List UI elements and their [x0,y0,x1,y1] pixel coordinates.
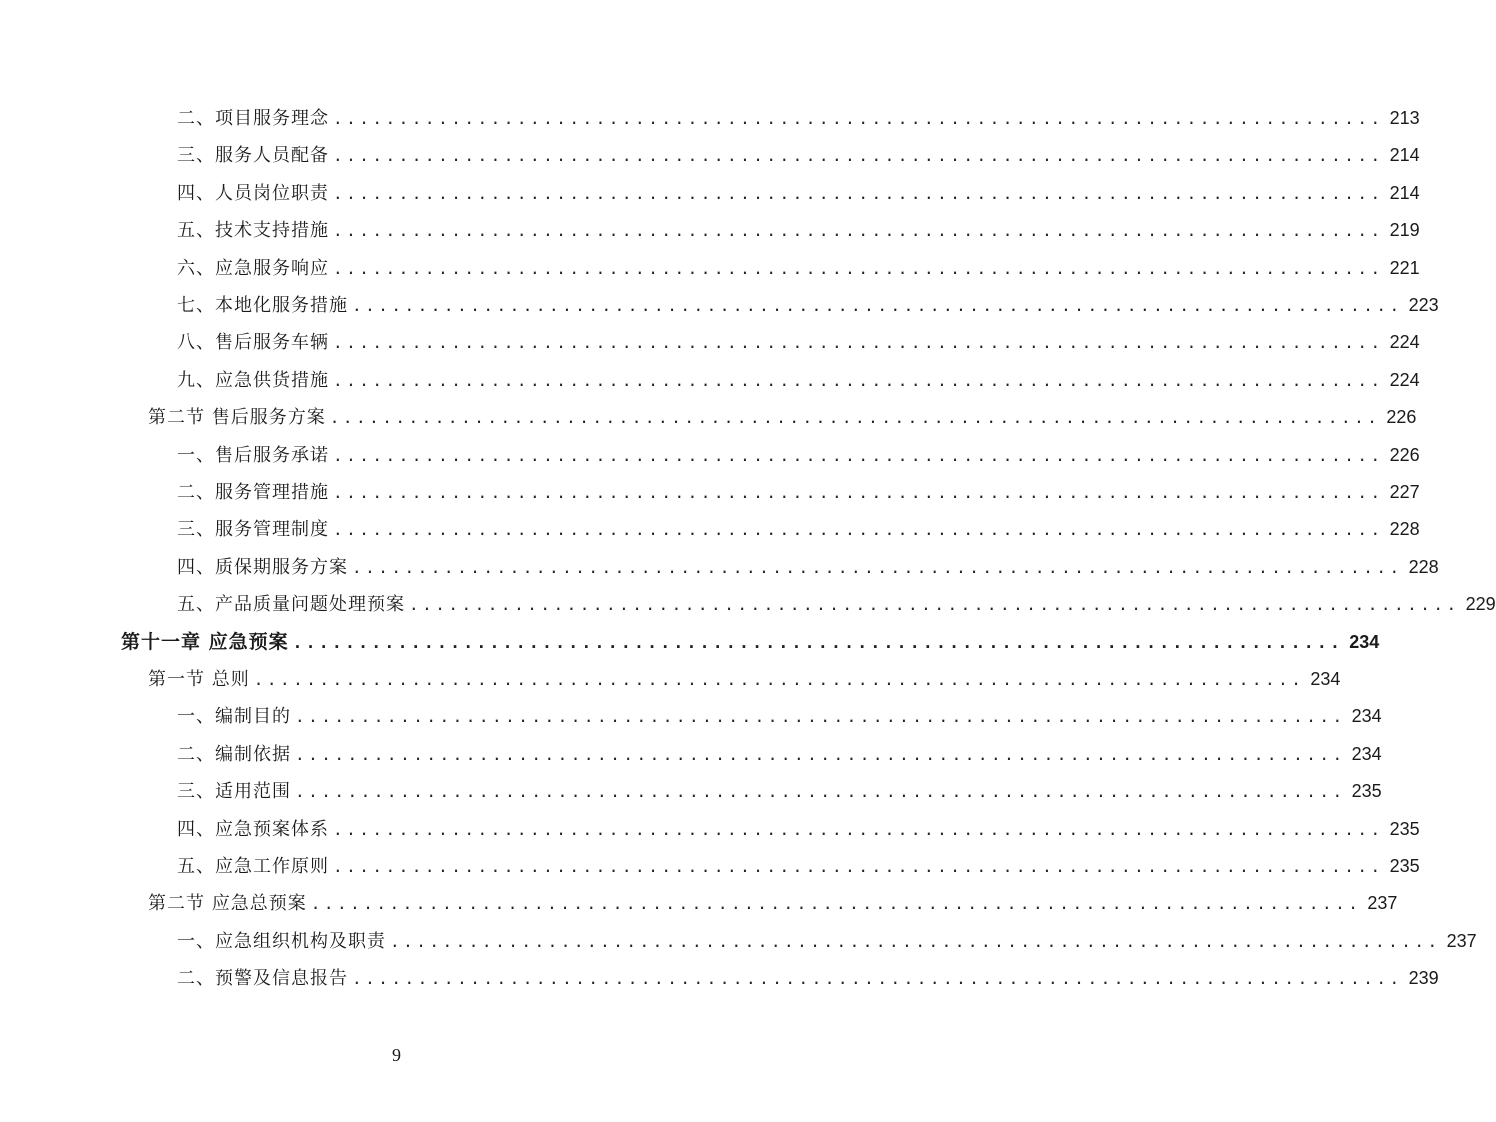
toc-section-entry[interactable] [148,399,1417,436]
toc-entry-page: 237 [1367,893,1398,914]
toc-entry[interactable] [177,437,1420,474]
toc-entry-page: 214 [1389,182,1420,203]
toc-entry-page: 221 [1389,257,1420,278]
toc-entry-label: 四、人员岗位职责 [177,182,329,204]
toc-dot-leader: ................................................................................ [390,931,1441,951]
toc-entry-label: 第二节 售后服务方案 [148,407,326,429]
toc-entry-label: 二、编制依据 [177,743,291,765]
toc-entry[interactable] [177,736,1382,773]
toc-entry[interactable] [177,511,1420,548]
toc-entry-page: 239 [1408,968,1439,989]
toc-entry-label: 二、预警及信息报告 [177,968,348,990]
toc-entry[interactable] [177,175,1420,212]
toc-entry-page: 227 [1389,482,1420,502]
toc-entry-label: 四、应急预案体系 [177,818,329,840]
toc-entry[interactable] [177,848,1420,885]
toc-entry-label: 三、适用范围 [177,781,291,803]
toc-dot-leader: ................................................................................ [253,670,1305,689]
toc-entry[interactable] [177,549,1439,586]
toc-entry-page: 226 [1386,407,1417,428]
toc-dot-leader: ................................................................................ [329,408,1381,428]
toc-entry-label: 五、技术支持措施 [177,220,329,242]
toc-entry-label: 二、项目服务理念 [177,108,329,129]
toc-entry-label: 第十一章 应急预案 [121,630,289,653]
toc-entry[interactable] [177,212,1420,249]
toc-entry[interactable] [177,287,1439,324]
toc-entry[interactable] [177,474,1420,511]
toc-entry[interactable] [177,250,1420,287]
toc-dot-leader: ................................................................................ [333,445,1384,465]
toc-dot-leader: ................................................................................ [295,744,1346,764]
toc-dot-leader: ................................................................................ [333,819,1384,839]
toc-entry-page: 228 [1408,556,1439,577]
toc-entry-label: 九、应急供货措施 [177,369,329,391]
toc-entry[interactable] [177,100,1420,137]
toc-dot-leader: ................................................................................ [310,894,1362,914]
toc-entry-label: 一、编制目的 [177,706,291,728]
toc-entry-page: 223 [1408,295,1439,315]
toc-section-entry[interactable] [148,885,1398,922]
toc-entry-label: 三、服务人员配备 [177,145,329,167]
toc-entry[interactable] [177,923,1477,960]
toc-entry-page: 213 [1389,108,1420,128]
toc-entry-page: 224 [1389,332,1420,353]
toc-entry-label: 一、售后服务承诺 [177,444,329,466]
toc-entry-label: 七、本地化服务措施 [177,295,348,316]
toc-entry-label: 五、应急工作原则 [177,856,329,877]
toc-entry-page: 224 [1389,369,1420,390]
toc-dot-leader: ................................................................................ [333,857,1384,876]
toc-entry-page: 234 [1351,706,1382,727]
toc-entry-label: 四、质保期服务方案 [177,556,348,578]
toc-dot-leader: ................................................................................ [333,333,1384,353]
toc-entry-page: 235 [1351,781,1382,802]
toc-dot-leader: ................................................................................ [295,707,1346,727]
toc-dot-leader: ................................................................................ [333,520,1384,540]
toc-entry-page: 219 [1389,220,1420,241]
toc-entry-page: 228 [1389,519,1420,540]
toc-dot-leader: ................................................................................ [333,146,1384,166]
toc-entry-page: 237 [1446,930,1477,951]
toc-dot-leader: ................................................................................ [333,483,1384,502]
toc-entry-label: 五、产品质量问题处理预案 [177,594,405,616]
toc-entry-page: 234 [1351,743,1382,764]
toc-entry-page: 229 [1465,594,1496,615]
toc-dot-leader: ................................................................................ [352,557,1403,577]
toc-entry-page: 235 [1389,818,1420,839]
toc-dot-leader: ................................................................................ [352,296,1403,315]
toc-entry-label: 八、售后服务车辆 [177,332,329,354]
toc-entry[interactable] [177,586,1496,623]
toc-entry-page: 226 [1389,444,1420,465]
toc-entry-label: 第二节 应急总预案 [148,893,307,915]
toc-entry-label: 三、服务管理制度 [177,519,329,541]
toc-entry[interactable] [177,773,1382,810]
toc-entry-label: 第一节 总则 [148,669,250,690]
toc-dot-leader: ................................................................................ [333,221,1384,241]
toc-chapter-entry[interactable] [121,624,1380,661]
toc-entry-label: 六、应急服务响应 [177,257,329,279]
toc-dot-leader: ................................................................................ [409,595,1460,615]
toc-entry[interactable] [177,324,1420,361]
toc-entry[interactable] [177,960,1439,997]
toc-dot-leader: ................................................................................ [333,370,1384,390]
toc-entry[interactable] [177,137,1420,174]
toc-dot-leader: ................................................................................ [292,632,1344,652]
toc-dot-leader: ................................................................................ [333,183,1384,203]
toc-entry[interactable] [177,698,1382,735]
toc-dot-leader: ................................................................................ [352,969,1403,989]
toc-section-entry[interactable] [148,661,1341,698]
toc-entry-label: 二、服务管理措施 [177,482,329,503]
toc-entry-page: 234 [1349,631,1380,652]
toc-dot-leader: ................................................................................ [333,258,1384,278]
toc-entry[interactable] [177,362,1420,399]
toc-entry-page: 235 [1389,856,1420,876]
toc-entry-page: 234 [1310,669,1341,689]
toc-entry[interactable] [177,811,1420,848]
toc-dot-leader: ................................................................................ [333,109,1384,128]
toc-dot-leader: ................................................................................ [295,782,1346,802]
page-number: 9 [392,1045,401,1065]
toc-entry-page: 214 [1389,145,1420,166]
toc-entry-label: 一、应急组织机构及职责 [177,930,386,952]
